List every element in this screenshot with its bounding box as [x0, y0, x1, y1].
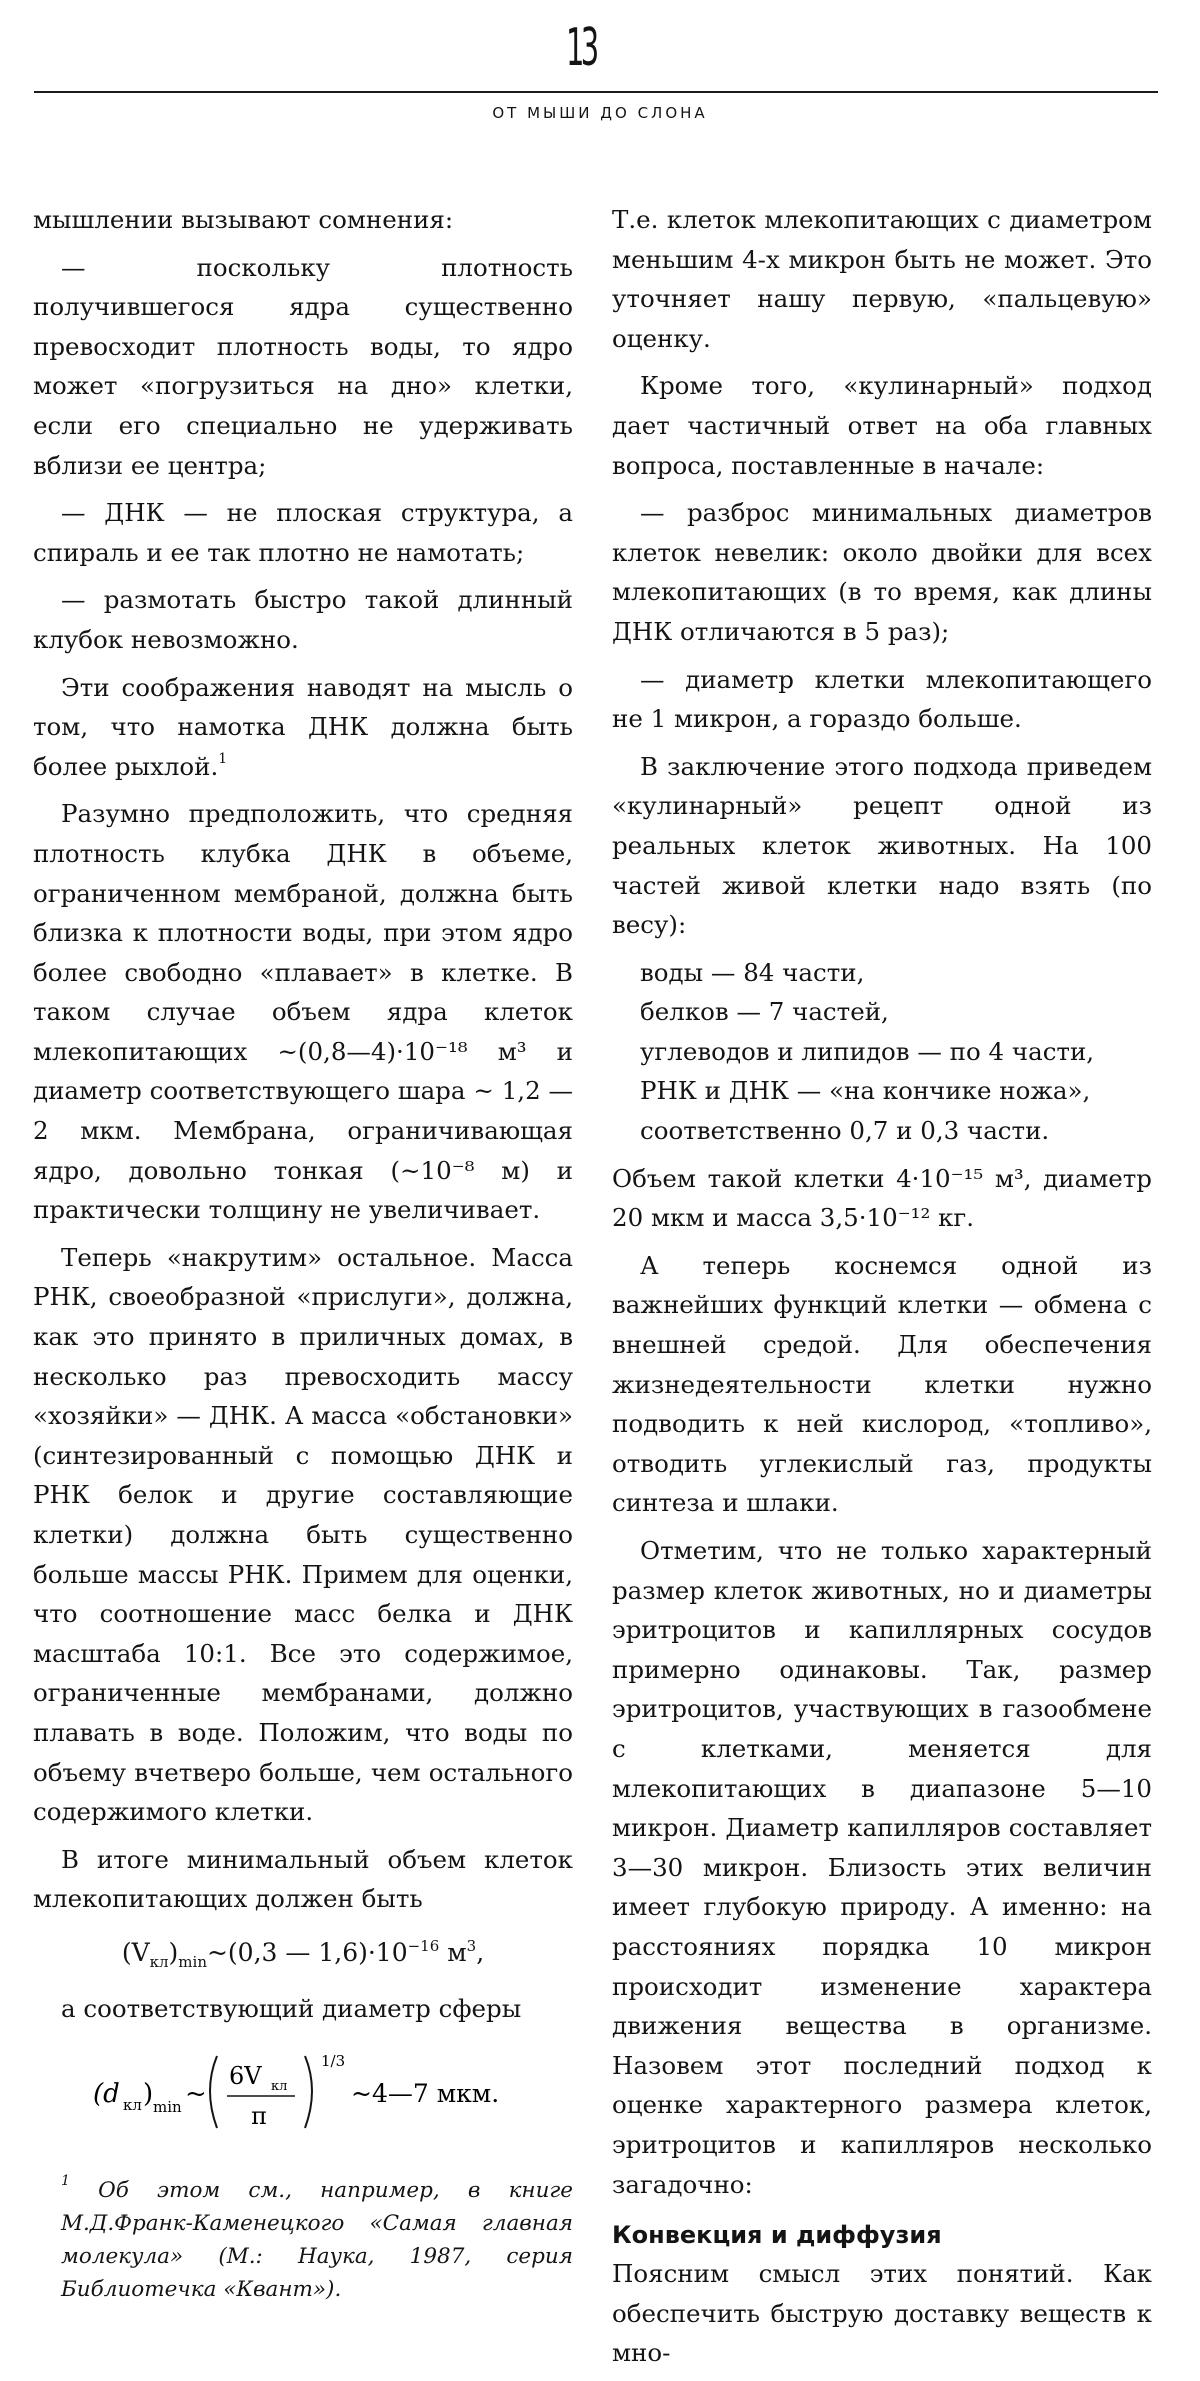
formula-sup: −16: [407, 1936, 440, 1955]
formula-denominator: π: [251, 2102, 267, 2131]
paragraph: — ДНК — не плоская структура, а спираль и ее так плотно не намотать;: [33, 498, 573, 567]
footnote-ref: 1: [218, 750, 228, 767]
formula-result: ~4—7 мкм.: [351, 2079, 500, 2109]
formula-tilde: ~: [185, 2079, 207, 2110]
list-item: РНК и ДНК — «на кончике ножа», соответственно 0,7 и 0,3 части.: [640, 1076, 1091, 1146]
paragraph: В итоге минимальный объем клеток млекопитающих должен быть: [33, 1844, 573, 1914]
formula-sub: min: [178, 1952, 207, 1971]
paragraph: Объем такой клетки 4·10⁻¹⁵ м³, диаметр 20 мкм и масса 3,5·10⁻¹² кг.: [612, 1163, 1152, 1233]
formula-text: ): [168, 1937, 179, 1967]
footnote: [33, 2174, 573, 2306]
paragraph: [33, 668, 573, 787]
formula-text: ~(0,3 — 1,6)·10: [206, 1937, 408, 1967]
formula-diameter: [33, 2042, 573, 2138]
footnote-text: Об этом см., например, в книге М.Д.Франк-Каменецкого «Самая главная молекула» (М.: Наука, 1987, серия Библиотечка «Квант»).: [61, 2177, 574, 2302]
formula-sub: кл: [271, 2079, 288, 2095]
paragraph: — диаметр клетки млекопитающего не 1 микрон, а гораздо больше.: [612, 664, 1152, 734]
paragraph: Поясним смысл этих понятий. Как обеспечить быструю доставку веществ к мно-: [612, 2259, 1152, 2368]
paragraph: Отметим, что не только характерный размер клеток животных, но и диаметры эритроцитов и капиллярных сосудов примерно одинаковы. Так, размер эритроцитов, участвующих в газообмене с клетками, меняется для млекопитающих в диапазоне 5—10 микрон. Диаметр капилляров составляет 3—30 микрон. Близость этих величин имеет глубокую природу. А именно: на расстояниях порядка 10 микрон происходит изменение характера движения вещества в организме. Назовем этот последний подход к оценке характерного размера клеток, эритроцитов и капилляров несколько загадочно:: [612, 1536, 1152, 2199]
list-item: белков — 7 частей,: [640, 997, 889, 1027]
paragraph: Разумно предположить, что средняя плотность клубка ДНК в объеме, ограниченном мембраной, должна быть близка к плотности воды, при этом ядро более свободно «плавает» в клетке. В таком случае объем ядра клеток млекопитающих ~(0,8—4)·10⁻¹⁸ м³ и диаметр соответствующего шара ~ 1,2 — 2 мкм. Мембрана, ограничивающая ядро, довольно тонкая (~10⁻⁸ м) и практически толщину не увеличивает.: [33, 799, 573, 1225]
left-column: [33, 200, 573, 2306]
section-heading: Конвекция и диффузия: [612, 2221, 942, 2250]
formula-paren: ): [143, 2079, 154, 2110]
list-item: воды — 84 части,: [640, 957, 865, 987]
paragraph: — размотать быстро такой длинный клубок невозможно.: [33, 585, 573, 654]
paragraph: — поскольку плотность получившегося ядра существенно превосходит плотность воды, то ядро может «погрузиться на дно» клетки, если его специально не удерживать вблизи ее центра;: [33, 252, 573, 480]
formula-sub: min: [153, 2098, 182, 2117]
header-rule: [34, 91, 1158, 93]
paragraph: Кроме того, «кулинарный» подход дает частичный ответ на оба главных вопроса, поставленные в начале:: [612, 371, 1152, 480]
footnote-mark: 1: [61, 2172, 70, 2189]
formula-lhs: (d: [93, 2079, 120, 2110]
paragraph: — разброс минимальных диаметров клеток невелик: около двойки для всех млекопитающих (в то время, как длины ДНК отличаются в 5 раз);: [612, 498, 1152, 646]
formula-text: ,: [476, 1937, 485, 1967]
page-number: 13: [566, 18, 596, 78]
paragraph: Теперь «накрутим» остальное. Масса РНК, своеобразной «прислуги», должна, как это принято в приличных домах, в несколько раз превосходить массу «хозяйки» — ДНК. А масса «обстановки» (синтезированный с помощью ДНК и РНК белок и другие составляющие клетки) должна быть существенно больше массы РНК. Примем для оценки, что соотношение масс белка и ДНК масштаба 10:1. Все это содержимое, ограниченные мембранами, должно плавать в воде. Положим, что воды по объему вчетверо больше, чем остального содержимого клетки.: [33, 1242, 573, 1827]
list-item: углеводов и липидов — по 4 части,: [640, 1036, 1095, 1066]
formula-right-bracket: [305, 2056, 312, 2128]
formula-text: (V: [121, 1937, 150, 1967]
paragraph: мышлении вызывают сомнения:: [33, 205, 454, 234]
formula-sub: кл: [123, 2096, 142, 2115]
formula-sub: кл: [149, 1952, 169, 1971]
paragraph: а соответствующий диаметр сферы: [61, 1993, 522, 2023]
paragraph-text: Эти соображения наводят на мысль о том, что намотка ДНК должна быть более рыхлой.: [33, 672, 573, 781]
formula-sup: 3: [466, 1936, 477, 1955]
right-column: [612, 200, 1152, 2381]
paragraph: Т.е. клеток млекопитающих с диаметром меньшим 4-х микрон быть не может. Это уточняет нашу первую, «пальцевую» оценку.: [612, 205, 1152, 353]
paragraph: А теперь коснемся одной из важнейших функций клетки — обмена с внешней средой. Для обеспечения жизнедеятельности клетки нужно подводить к ней кислород, «топливо», отводить углекислый газ, продукты синтеза и шлаки.: [612, 1250, 1152, 1518]
formula-left-bracket: [210, 2056, 217, 2128]
formula-numerator: 6V: [229, 2062, 262, 2091]
formula-volume: [33, 1927, 573, 1983]
paragraph: В заключение этого подхода приведем «кулинарный» рецепт одной из реальных клеток животных. На 100 частей живой клетки надо взять (по весу):: [612, 751, 1152, 940]
running-title: ОТ МЫШИ ДО СЛОНА: [492, 104, 708, 122]
formula-power: 1/3: [321, 2052, 346, 2071]
formula-text: м: [447, 1937, 467, 1967]
